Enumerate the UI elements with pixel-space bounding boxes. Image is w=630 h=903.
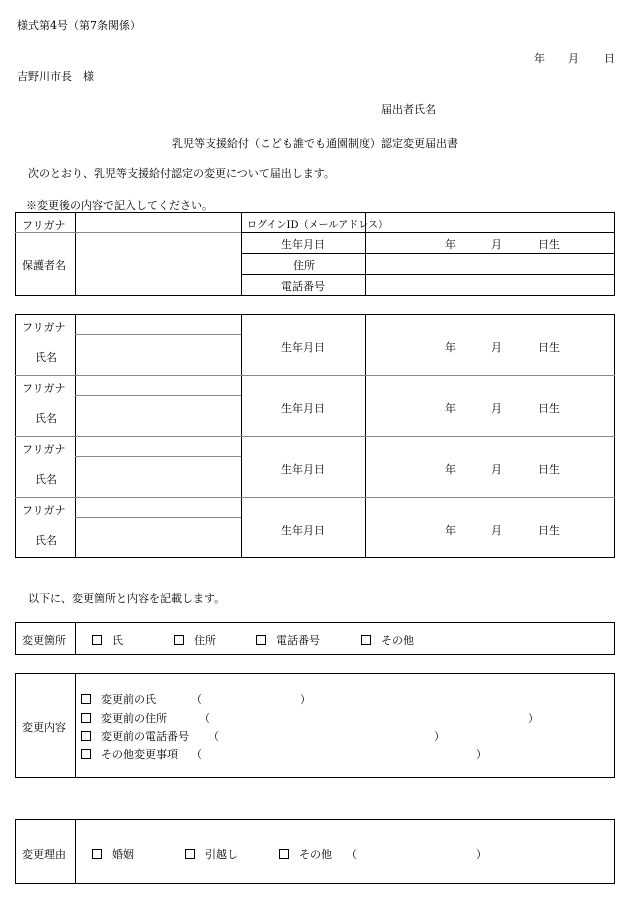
child-furigana-input[interactable]	[79, 439, 237, 453]
open-paren: （	[346, 848, 357, 861]
other-change-input[interactable]	[205, 744, 473, 758]
child-birth-month: 月	[491, 402, 502, 415]
checkbox-icon[interactable]	[81, 713, 91, 723]
guardian-address-label: 住所	[293, 259, 315, 272]
guardian-birthdate-label: 生年月日	[281, 238, 325, 251]
child-furigana-input[interactable]	[79, 378, 237, 392]
checkbox-icon[interactable]	[81, 749, 91, 759]
child-name-label: 氏名	[35, 534, 57, 547]
child-furigana-label: フリガナ	[22, 504, 66, 517]
child-name-input[interactable]	[79, 529, 237, 547]
checkbox-icon[interactable]	[256, 635, 266, 645]
child-birth-month: 月	[491, 463, 502, 476]
previous-address-input[interactable]	[213, 708, 523, 722]
checkbox-icon[interactable]	[92, 635, 102, 645]
change-reason-label: 変更理由	[22, 848, 66, 861]
guardian-name-label: 保護者名	[22, 259, 66, 272]
child-birth-day: 日生	[538, 341, 560, 354]
checkbox-icon[interactable]	[185, 849, 195, 859]
note-text: ※変更後の内容で記入してください。	[26, 199, 213, 212]
guardian-phone-input[interactable]	[369, 277, 609, 291]
guardian-phone-label: 電話番号	[281, 280, 325, 293]
child-name-input[interactable]	[79, 346, 237, 364]
close-paren: ）	[300, 693, 311, 706]
intro-text: 次のとおり、乳児等支援給付認定の変更について届出します。	[28, 167, 335, 180]
login-id-label: ログインID（メールアドレス）	[247, 220, 388, 231]
child-birthdate-label: 生年月日	[281, 463, 325, 476]
child-birthdate-label: 生年月日	[281, 402, 325, 415]
checkbox-icon[interactable]	[92, 849, 102, 859]
child-birth-month: 月	[491, 341, 502, 354]
child-furigana-label: フリガナ	[22, 443, 66, 456]
change-location-label: 変更箇所	[22, 634, 66, 647]
login-id-input[interactable]	[369, 215, 609, 229]
change-content-item-surname[interactable]: 変更前の氏	[81, 691, 156, 707]
child-furigana-label: フリガナ	[22, 321, 66, 334]
change-location-option-phone[interactable]: 電話番号	[256, 632, 320, 648]
change-location-option-other[interactable]: その他	[361, 632, 414, 648]
change-reason-option-other[interactable]: その他	[279, 846, 332, 862]
applicant-name-input[interactable]	[440, 99, 610, 113]
guardian-birth-year: 年	[445, 238, 456, 251]
change-content-item-other[interactable]: その他変更事項	[81, 746, 178, 762]
open-paren: （	[199, 712, 210, 725]
change-reason-option-marriage[interactable]: 婚姻	[92, 846, 134, 862]
form-number: 様式第4号（第7条関係）	[17, 19, 141, 32]
child-birthdate-label: 生年月日	[281, 524, 325, 537]
change-content-item-phone[interactable]: 変更前の電話番号	[81, 728, 189, 744]
guardian-birth-day: 日生	[538, 238, 560, 251]
change-content-item-address[interactable]: 変更前の住所	[81, 710, 167, 726]
date-year-label: 年	[534, 52, 545, 65]
child-furigana-input[interactable]	[79, 317, 237, 331]
child-birth-year: 年	[445, 402, 456, 415]
date-month-label: 月	[568, 52, 579, 65]
guardian-birth-month: 月	[491, 238, 502, 251]
open-paren: （	[208, 730, 219, 743]
child-furigana-label: フリガナ	[22, 382, 66, 395]
checkbox-icon[interactable]	[81, 731, 91, 741]
date-day-label: 日	[604, 52, 615, 65]
previous-surname-input[interactable]	[205, 689, 297, 703]
child-birth-day: 日生	[538, 524, 560, 537]
child-birth-day: 日生	[538, 463, 560, 476]
child-birth-year: 年	[445, 524, 456, 537]
child-furigana-input[interactable]	[79, 500, 237, 514]
child-name-label: 氏名	[35, 412, 57, 425]
addressee: 吉野川市長 様	[17, 70, 94, 83]
changes-intro: 以下に、変更箇所と内容を記載します。	[28, 592, 226, 605]
guardian-address-input[interactable]	[369, 256, 609, 270]
checkbox-icon[interactable]	[279, 849, 289, 859]
change-reason-option-moving[interactable]: 引越し	[185, 846, 238, 862]
child-name-label: 氏名	[35, 473, 57, 486]
close-paren: ）	[476, 848, 487, 861]
checkbox-icon[interactable]	[81, 694, 91, 704]
close-paren: ）	[476, 748, 487, 761]
open-paren: （	[191, 693, 202, 706]
applicant-name-label: 届出者氏名	[381, 103, 436, 116]
checkbox-icon[interactable]	[174, 635, 184, 645]
close-paren: ）	[528, 712, 539, 725]
child-birth-year: 年	[445, 463, 456, 476]
guardian-furigana-input[interactable]	[79, 215, 237, 229]
child-birth-day: 日生	[538, 402, 560, 415]
child-birthdate-label: 生年月日	[281, 341, 325, 354]
child-birth-month: 月	[491, 524, 502, 537]
form-title: 乳児等支援給付（こども誰でも通園制度）認定変更届出書	[172, 137, 458, 150]
change-location-option-surname[interactable]: 氏	[92, 632, 123, 648]
change-location-option-address[interactable]: 住所	[174, 632, 216, 648]
previous-phone-input[interactable]	[222, 726, 427, 740]
guardian-furigana-label: フリガナ	[22, 219, 66, 232]
child-name-input[interactable]	[79, 407, 237, 425]
open-paren: （	[191, 748, 202, 761]
child-birth-year: 年	[445, 341, 456, 354]
guardian-name-input[interactable]	[79, 250, 237, 268]
child-name-label: 氏名	[35, 351, 57, 364]
child-name-input[interactable]	[79, 468, 237, 486]
checkbox-icon[interactable]	[361, 635, 371, 645]
other-reason-input[interactable]	[360, 844, 472, 858]
change-content-label: 変更内容	[22, 721, 66, 734]
close-paren: ）	[434, 730, 445, 743]
